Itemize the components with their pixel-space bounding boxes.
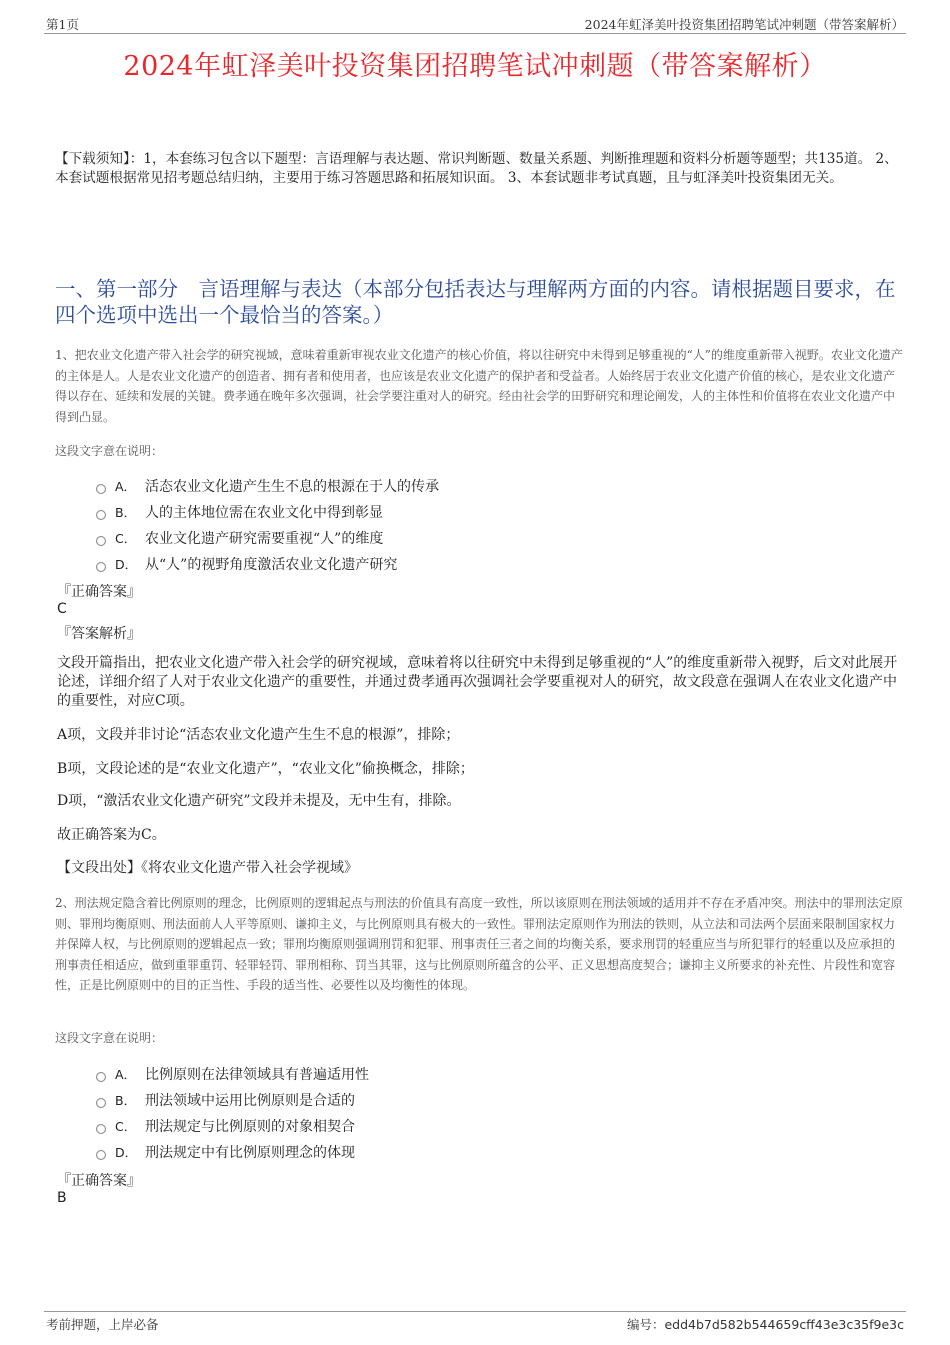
option-letter: C． (115, 531, 137, 546)
analysis-conclusion: 故正确答案为C。 (57, 827, 166, 843)
code-label: 编号： (626, 1317, 665, 1332)
source-citation: 【文段出处】《将农业文化遗产带入社会学视域》 (57, 860, 358, 876)
page-footer (44, 1311, 906, 1333)
document-code (627, 1315, 904, 1333)
option-c[interactable] (96, 1113, 369, 1139)
option-c[interactable] (96, 525, 439, 551)
option-letter: C． (115, 1119, 137, 1134)
section-heading: 一、第一部分 言语理解与表达（本部分包括表达与理解两方面的内容。请根据题目要求，在四个选项中选出一个最恰当的答案。） (55, 277, 896, 327)
question-1-stem: 1、把农业文化遗产带入社会学的研究视域，意味着重新审视农业文化遗产的核心价值，将以往研究中未得到足够重视的“人”的维度重新带入视野。农业文化遗产的主体是人。人是农业文化遗产的创造者、拥有者和使用者，也应该是农业文化遗产的保护者和受益者。人始终居于农业文化遗产价值的核心，是农业文化遗产得以存在、延续和发展的关键。费孝通在晚年多次强调，社会学要注重对人的研究。经由社会学的田野研究和理论阐发，人的主体性和价值将在农业文化遗产中得到凸显。 (55, 348, 903, 424)
question-2-stem: 2、刑法规定隐含着比例原则的理念，比例原则的逻辑起点与刑法的价值具有高度一致性，所以该原则在刑法领域的适用并不存在矛盾冲突。刑法中的罪刑法定原则、罪刑均衡原则、刑法面前人人平等原则、谦抑主义，与比例原则具有极大的一致性。罪刑法定原则作为刑法的铁则，从立法和司法两个层面来限制国家权力并保障人权，与比例原则的逻辑起点一致；罪刑均衡原则强调刑罚和犯罪、刑事责任三者之间的均衡关系，要求刑罚的轻重应当与所犯罪行的轻重以及应承担的刑事责任相适应，做到重罪重罚、轻罪轻罚、罪刑相称、罚当其罪，这与比例原则所蕴含的公平、正义思想高度契合；谦抑主义所要求的补充性、片段性和宽容性，正是比例原则中的目的正当性、手段的适当性、必要性以及均衡性的体现。 (55, 896, 903, 992)
option-text: 从“人”的视野角度激活农业文化遗产研究 (145, 557, 398, 573)
option-letter: A． (115, 1067, 137, 1082)
download-notice: 【下载须知】：1，本套练习包含以下题型：言语理解与表达题、常识判断题、数量关系题、判断推理题和资料分析题等题型；共135道。 2、本套试题根据常见招考题总结归纳，主要用于练习答题思路和拓展知识面。 3、本套试题非考试真题，且与虹泽美叶投资集团无关。 (55, 151, 898, 186)
analysis-paragraph: 文段开篇指出，把农业文化遗产带入社会学的研究视域，意味着将以往研究中未得到足够重视的“人”的维度重新带入视野，后文对此展开论述，详细介绍了人对于农业文化遗产的重要性，并通过费孝通再次强调社会学要重视对人的研究，故文段意在强调人在农业文化遗产中的重要性，对应C项。 (57, 655, 898, 709)
analysis-paragraph: A项，文段并非讨论“活态农业文化遗产生生不息的根源”，排除； (57, 727, 460, 743)
question-1-options (96, 473, 439, 577)
page-header (44, 14, 906, 34)
option-letter: B． (115, 505, 137, 520)
document-title: 2024年虹泽美叶投资集团招聘笔试冲刺题（带答案解析） (123, 51, 827, 82)
answer-label: 『正确答案』 (57, 584, 141, 600)
radio-icon[interactable] (96, 536, 106, 546)
option-text: 比例原则在法律领域具有普遍适用性 (145, 1067, 369, 1083)
option-b[interactable] (96, 499, 439, 525)
option-letter: A． (115, 479, 137, 494)
option-letter: B． (115, 1093, 137, 1108)
option-text: 农业文化遗产研究需要重视“人”的维度 (145, 531, 384, 547)
option-text: 刑法规定与比例原则的对象相契合 (145, 1119, 355, 1135)
analysis-paragraph: B项，文段论述的是“农业文化遗产”，“农业文化”偷换概念，排除； (57, 761, 474, 777)
option-letter: D． (115, 557, 138, 572)
question-1-prompt: 这段文字意在说明： (55, 444, 164, 458)
radio-icon[interactable] (96, 1150, 106, 1160)
radio-icon[interactable] (96, 1124, 106, 1134)
page-number: 第1页 (46, 17, 79, 32)
answer-label: 『正确答案』 (57, 1173, 141, 1189)
option-text: 刑法规定中有比例原则理念的体现 (145, 1145, 355, 1161)
option-a[interactable] (96, 1061, 369, 1087)
answer-value: C (57, 601, 67, 617)
option-text: 活态农业文化遗产生生不息的根源在于人的传承 (145, 479, 439, 495)
radio-icon[interactable] (96, 510, 106, 520)
analysis-label: 『答案解析』 (57, 626, 141, 642)
option-text: 人的主体地位需在农业文化中得到彰显 (145, 505, 383, 521)
answer-value: B (57, 1190, 67, 1206)
code-value: edd4b7d582b544659cff43e3c35f9e3c (664, 1317, 904, 1332)
option-letter: D． (115, 1145, 138, 1160)
option-d[interactable] (96, 1139, 369, 1165)
footer-slogan: 考前押题，上岸必备 (46, 1317, 159, 1332)
option-a[interactable] (96, 473, 439, 499)
option-text: 刑法领域中运用比例原则是合适的 (145, 1093, 355, 1109)
option-b[interactable] (96, 1087, 369, 1113)
option-d[interactable] (96, 551, 439, 577)
radio-icon[interactable] (96, 484, 106, 494)
question-2-options (96, 1061, 369, 1165)
radio-icon[interactable] (96, 1072, 106, 1082)
radio-icon[interactable] (96, 1098, 106, 1108)
header-doc-title: 2024年虹泽美叶投资集团招聘笔试冲刺题（带答案解析） (584, 17, 904, 32)
question-2-prompt: 这段文字意在说明： (55, 1031, 164, 1045)
analysis-paragraph: D项，“激活农业文化遗产研究”文段并未提及，无中生有，排除。 (57, 793, 461, 809)
radio-icon[interactable] (96, 562, 106, 572)
